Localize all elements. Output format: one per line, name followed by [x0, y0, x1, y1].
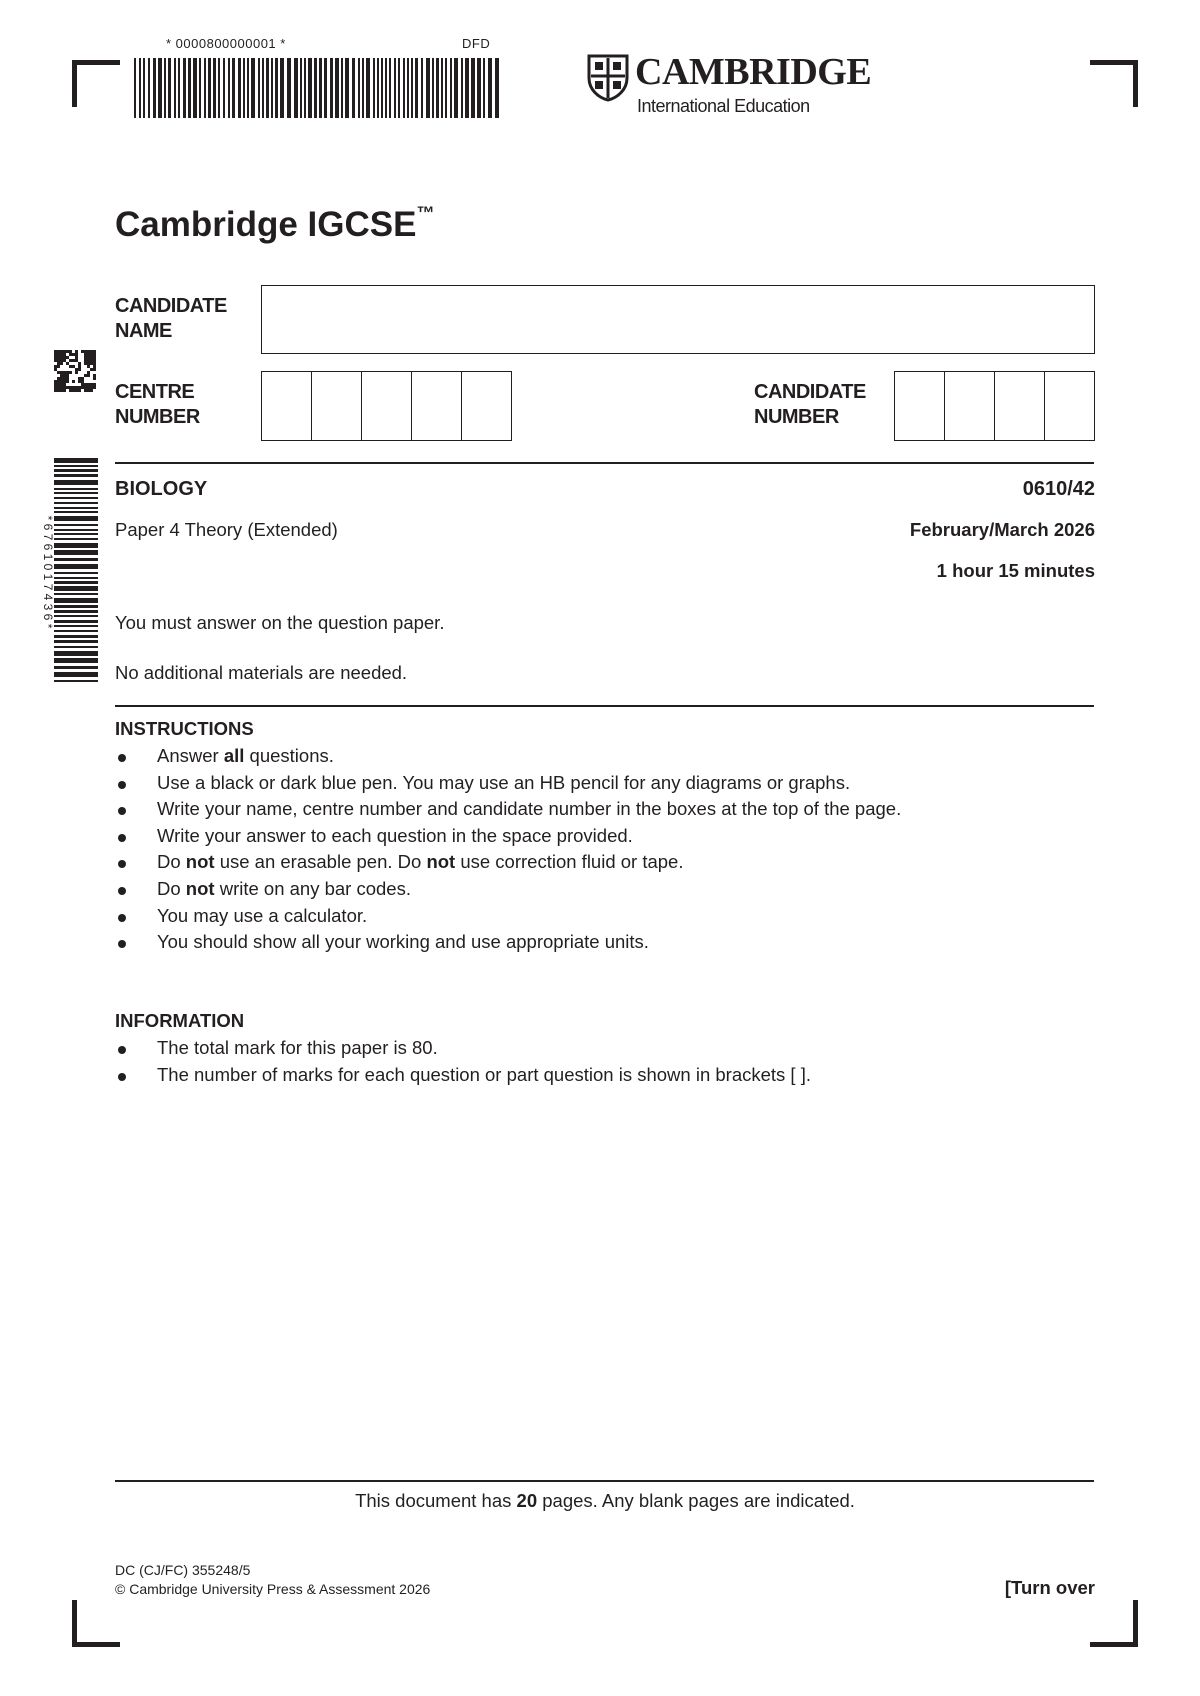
divider-bottom: [115, 1480, 1094, 1482]
information-text: The total mark for this paper is 80.: [157, 1037, 438, 1058]
bullet-icon: [118, 1073, 126, 1081]
candidate-name-field[interactable]: [261, 285, 1095, 354]
instruction-text: not: [426, 851, 456, 873]
side-barcode-digits: * 6 7 6 1 0 1 7 4 3 6 *: [41, 515, 55, 629]
bullet-icon: [118, 754, 126, 762]
page-count-text: pages. Any blank pages are indicated.: [537, 1490, 855, 1511]
digit-divider: [311, 372, 312, 440]
instruction-text: Do: [157, 851, 186, 873]
instruction-text: Write your answer to each question in the space provided.: [157, 824, 633, 846]
bullet-icon: [118, 887, 126, 895]
barcode-code: DFD: [462, 36, 491, 51]
information-item: [115, 1062, 811, 1089]
digit-divider: [461, 372, 462, 440]
centre-number-label: [115, 380, 200, 430]
logo-subtitle: International Education: [637, 96, 810, 116]
digit-divider: [944, 372, 945, 440]
page-count-number: 20: [516, 1490, 538, 1511]
side-barcode: [54, 458, 98, 686]
label-line: NUMBER: [754, 406, 839, 428]
label-line: CENTRE: [115, 381, 195, 403]
bullet-icon: [118, 781, 126, 789]
instruction-item: [115, 903, 901, 930]
page-title: [115, 205, 434, 245]
instruction-item: [115, 929, 901, 956]
logo-name: CAMBRIDGE: [635, 51, 872, 93]
instruction-item: [115, 796, 901, 823]
bullet-icon: [118, 914, 126, 922]
subject-title: BIOLOGY: [115, 478, 208, 500]
instruction-text: use correction fluid or tape.: [455, 851, 684, 873]
note-materials: No additional materials are needed.: [115, 662, 408, 683]
candidate-number-boxes[interactable]: [894, 371, 1095, 441]
divider-top: [115, 462, 1094, 464]
instructions-heading: INSTRUCTIONS: [115, 718, 254, 739]
note-answer-on-paper: You must answer on the question paper.: [115, 612, 445, 633]
instruction-text: use an erasable pen. Do: [214, 851, 427, 873]
instruction-text: not: [185, 851, 215, 873]
paper-code: 0610/42: [1022, 478, 1095, 500]
digit-divider: [361, 372, 362, 440]
turn-over-label: [Turn over: [1004, 1577, 1095, 1598]
label-line: CANDIDATE: [115, 295, 227, 317]
information-heading: INFORMATION: [115, 1010, 245, 1031]
instruction-text: Use a black or dark blue pen. You may use an HB pencil for any diagrams or graphs.: [157, 771, 851, 793]
copyright-notice: © Cambridge University Press & Assessment 2026: [115, 1581, 431, 1597]
instruction-text: questions.: [244, 745, 334, 766]
instructions-list: [115, 743, 901, 956]
bullet-icon: [118, 807, 126, 815]
instruction-text: You should show all your working and use appropriate units.: [157, 931, 649, 953]
digit-divider: [1044, 372, 1045, 440]
information-list: [115, 1035, 811, 1088]
label-line: CANDIDATE: [754, 381, 866, 403]
instruction-item: [115, 849, 901, 876]
digit-divider: [411, 372, 412, 440]
instruction-text: Write your name, centre number and candidate number in the boxes at the top of the page.: [157, 798, 902, 820]
instruction-text: Do: [157, 877, 186, 899]
title-text: Cambridge IGCSE: [115, 205, 417, 244]
bullet-icon: [118, 1046, 126, 1054]
bullet-icon: [118, 940, 126, 948]
top-barcode: [134, 58, 500, 118]
exam-session: February/March 2026: [909, 519, 1095, 540]
bullet-icon: [118, 860, 126, 868]
label-line: NUMBER: [115, 406, 200, 428]
instruction-item: [115, 823, 901, 850]
bullet-icon: [118, 834, 126, 842]
candidate-name-label: [115, 294, 227, 344]
divider-middle: [115, 705, 1094, 707]
paper-title: Paper 4 Theory (Extended): [115, 519, 338, 540]
instruction-item: [115, 876, 901, 903]
barcode-number: * 0000800000001 *: [166, 36, 286, 51]
document-code: DC (CJ/FC) 355248/5: [115, 1562, 251, 1578]
information-item: [115, 1035, 811, 1062]
candidate-number-label: [754, 380, 866, 430]
page-count-text: This document has: [355, 1490, 517, 1511]
label-line: NAME: [115, 320, 172, 342]
exam-duration: 1 hour 15 minutes: [936, 560, 1095, 581]
instruction-item: [115, 770, 901, 797]
instruction-text: write on any bar codes.: [214, 877, 411, 899]
cambridge-logo: [587, 51, 872, 122]
instruction-text: all: [223, 745, 245, 766]
page-count-note: [0, 1490, 1200, 1512]
trademark-mark: ™: [416, 203, 435, 224]
instruction-item: [115, 743, 901, 770]
instruction-text: Answer: [157, 745, 224, 766]
centre-number-boxes[interactable]: [261, 371, 512, 441]
crest-icon: [587, 54, 629, 102]
instruction-text: not: [185, 877, 215, 899]
information-text: The number of marks for each question or part question is shown in brackets [ ].: [157, 1063, 811, 1085]
digit-divider: [994, 372, 995, 440]
instruction-text: You may use a calculator.: [157, 904, 368, 926]
qr-code: [54, 350, 96, 392]
